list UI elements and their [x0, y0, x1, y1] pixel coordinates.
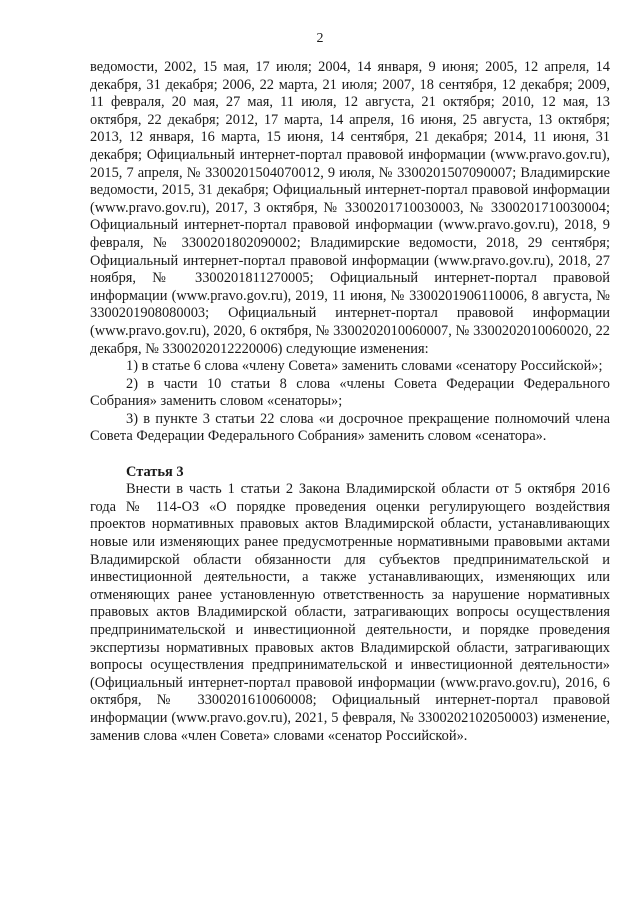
article-3-heading: Статья 3	[126, 463, 184, 480]
document-body	[90, 59, 610, 745]
continuation-paragraph: ведомости, 2002, 15 мая, 17 июля; 2004, 14 января, 9 июня; 2005, 12 апреля, 14 декабря, 31 декабря; 2006, 22 марта, 21 июля; 2007, 18 сентября, 12 декабря; 2009, 11 февраля, 20 мая, 27 мая, 11 июля, 12 августа, 21 октября; 2010, 12 мая, 13 октября, 22 декабря; 2012, 17 марта, 14 апреля, 16 июня, 25 августа, 13 октября; 2013, 12 января, 16 марта, 15 июня, 14 сентября, 21 декабря; 2014, 11 июня, 31 декабря; Официальный интернет-портал правовой информации (www.pravo.gov.ru), 2015, 7 апреля, № 3300201504070012, 9 июля, № 3300201507090007; Владимирские ведомости, 2015, 31 декабря; Официальный интернет-портал правовой информации (www.pravo.gov.ru), 2017, 3 октября, № 3300201710030003, № 3300201710030004; Официальный интернет-портал правовой информации (www.pravo.gov.ru), 2018, 9 февраля, № 3300201802090002; Владимирские ведомости, 2018, 29 сентября; Официальный интернет-портал правовой информации (www.pravo.gov.ru), 2018, 27 ноября, № 3300201811270005; Официальный интернет-портал правовой информации (www.pravo.gov.ru), 2019, 11 июня, № 3300201906110006, 8 августа, № 3300201908080003; Официальный интернет-портал правовой информации (www.pravo.gov.ru), 2020, 6 октября, № 3300202010060007, № 3300202010060020, 22 декабря, № 3300202012220006) следующие изменения:	[90, 59, 610, 357]
page-number: 2	[316, 31, 324, 46]
article-3-paragraph: Внести в часть 1 статьи 2 Закона Владимирской области от 5 октября 2016 года № 114-ОЗ «О порядке проведения оценки регулирующего воздействия проектов нормативных правовых актов Владимирской области, устанавливающих новые или изменяющих ранее предусмотренные нормативными правовыми актами Владимирской области обязанности для субъектов предпринимательской и инвестиционной деятельности, а также устанавливающих, изменяющих или отменяющих ранее установленную ответственность за нарушение нормативных правовых актов Владимирской области, затрагивающих вопросы осуществления предпринимательской и инвестиционной деятельности, и порядке проведения экспертизы нормативных правовых актов Владимирской области, затрагивающих вопросы осуществления предпринимательской и инвестиционной деятельности» (Официальный интернет-портал правовой информации (www.pravo.gov.ru), 2016, 6 октября, № 3300201610060008; Официальный интернет-портал правовой информации (www.pravo.gov.ru), 2021, 5 февраля, № 3300202102050003) изменение, заменив слова «член Совета» словами «сенатор Российской».	[90, 481, 610, 744]
amendment-item-2: 2) в части 10 статьи 8 слова «члены Совета Федерации Федерального Собрания» заменить словом «сенаторы»;	[90, 375, 610, 410]
amendment-item-3: 3) в пункте 3 статьи 22 слова «и досрочное прекращение полномочий члена Совета Федерации Федерального Собрания» заменить словом «сенатора».	[90, 410, 610, 445]
amendment-item-1: 1) в статье 6 слова «члену Совета» заменить словами «сенатору Российской»;	[126, 358, 603, 375]
